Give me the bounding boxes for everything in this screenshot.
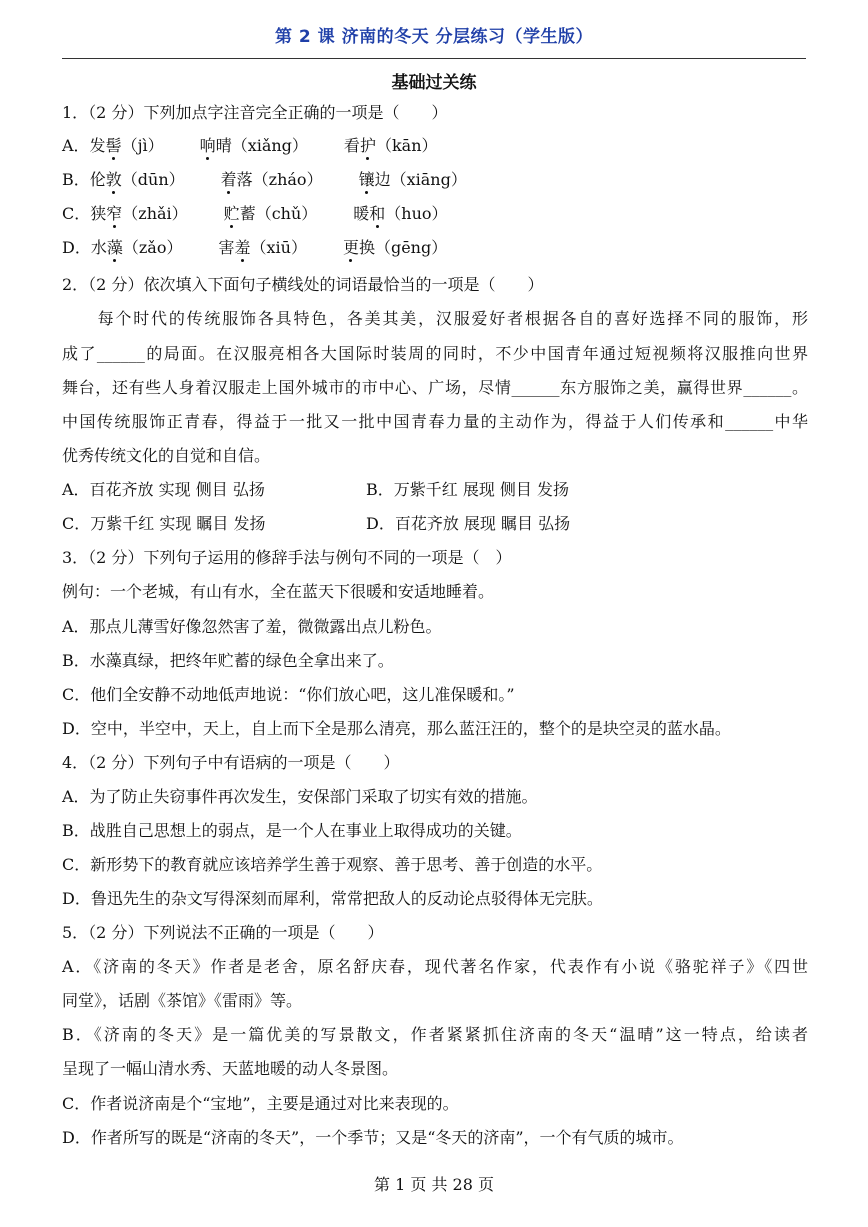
question-1-option-a: A．发髻（jì） 响晴（xiǎng） 看护（kān）: [62, 136, 438, 155]
question-4-stem: 4．（2 分）下列句子中有语病的一项是（ ）: [62, 753, 400, 772]
question-1-option-d: D．水藻（zǎo） 害羞（xiū） 更换（gēng）: [62, 238, 448, 257]
emphasized-char: 响: [199, 136, 216, 155]
question-2-passage-line: 舞台，还有些人身着汉服走上国外城市的市中心、广场，尽情______东方服饰之美，赢得世界______。: [62, 378, 808, 397]
question-3-option-a: A．那点儿薄雪好像忽然害了羞，微微露出点儿粉色。: [62, 617, 442, 636]
emphasized-char: 髻: [105, 136, 122, 155]
emphasized-char: 镶: [358, 170, 375, 189]
question-3-option-c: C．他们全安静不动地低声地说：“你们放心吧，这儿准保暖和。”: [62, 685, 515, 704]
question-5-option-b-cont: 呈现了一幅山清水秀、天蓝地暖的动人冬景图。: [62, 1059, 399, 1078]
question-2-passage-line: 优秀传统文化的自觉和自信。: [62, 446, 271, 465]
emphasized-char: 藻: [106, 238, 123, 257]
emphasized-char: 贮: [223, 204, 240, 223]
question-2-option-d: D．百花齐放 展现 瞩目 弘扬: [366, 514, 571, 533]
question-2-option-b: B．万紫千红 展现 侧目 发扬: [366, 480, 570, 499]
question-5-option-a: A．《济南的冬天》作者是老舍，原名舒庆春，现代著名作家，代表作有小说《骆驼祥子》《四世: [62, 957, 808, 976]
document-title: 第 2 课 济南的冬天 分层练习（学生版）: [274, 27, 593, 47]
question-5-option-a-cont: 同堂》，话剧《茶馆》《雷雨》等。: [62, 991, 303, 1010]
question-3-option-d: D．空中，半空中，天上，自上而下全是那么清亮，那么蓝汪汪的，整个的是块空灵的蓝水晶。: [62, 719, 731, 738]
question-1-stem: 1．（2 分）下列加点字注音完全正确的一项是（ ）: [62, 103, 448, 122]
emphasized-char: 敦: [105, 170, 122, 189]
header-divider: [62, 58, 806, 59]
question-3-example: 例句：一个老城，有山有水，全在蓝天下很暖和安适地睡着。: [62, 582, 495, 601]
question-3-option-b: B．水藻真绿，把终年贮蓄的绿色全拿出来了。: [62, 651, 394, 670]
question-5-option-d: D．作者所写的既是“济南的冬天”，一个季节；又是“冬天的济南”，一个有气质的城市。: [62, 1128, 684, 1147]
question-5-option-b: B．《济南的冬天》是一篇优美的写景散文，作者紧紧抓住济南的冬天“温晴”这一特点，给读者: [62, 1025, 808, 1044]
question-1-option-c: C．狭窄（zhǎi） 贮蓄（chǔ） 暖和（huo）: [62, 204, 448, 223]
question-1-option-b: B．伦敦（dūn） 着落（zháo） 镶边（xiāng）: [62, 170, 467, 189]
emphasized-char: 和: [369, 204, 386, 223]
question-4-option-c: C．新形势下的教育就应该培养学生善于观察、善于思考、善于创造的水平。: [62, 855, 603, 874]
question-4-option-d: D．鲁迅先生的杂文写得深刻而犀利，常常把敌人的反动论点驳得体无完肤。: [62, 889, 603, 908]
question-2-passage-line: 成了______的局面。在汉服亮相各大国际时装周的同时，不少中国青年通过短视频将汉服推向世界: [62, 344, 808, 363]
question-2-passage-line: 每个时代的传统服饰各具特色，各美其美，汉服爱好者根据各自的喜好选择不同的服饰，形: [62, 309, 808, 328]
question-5-stem: 5．（2 分）下列说法不正确的一项是（ ）: [62, 923, 384, 942]
emphasized-char: 着: [220, 170, 237, 189]
emphasized-char: 窄: [106, 204, 123, 223]
section-heading: 基础过关练: [391, 73, 477, 93]
question-2-stem: 2．（2 分）依次填入下面句子横线处的词语最恰当的一项是（ ）: [62, 275, 544, 294]
question-2-passage-line: 中国传统服饰正青春，得益于一批又一批中国青春力量的主动作为，得益于人们传承和______中华: [62, 412, 808, 431]
question-4-option-a: A．为了防止失窃事件再次发生，安保部门采取了切实有效的措施。: [62, 787, 538, 806]
question-3-stem: 3．（2 分）下列句子运用的修辞手法与例句不同的一项是（ ）: [62, 548, 512, 567]
page-number: 第 1 页 共 28 页: [374, 1175, 494, 1194]
question-4-option-b: B．战胜自己思想上的弱点，是一个人在事业上取得成功的关键。: [62, 821, 522, 840]
question-5-option-c: C．作者说济南是个“宝地”，主要是通过对比来表现的。: [62, 1094, 459, 1113]
question-2-option-a: A．百花齐放 实现 侧目 弘扬: [62, 480, 265, 499]
emphasized-char: 护: [359, 136, 376, 155]
question-2-option-c: C．万紫千红 实现 瞩目 发扬: [62, 514, 266, 533]
emphasized-char: 更: [342, 238, 359, 257]
emphasized-char: 羞: [234, 238, 251, 257]
